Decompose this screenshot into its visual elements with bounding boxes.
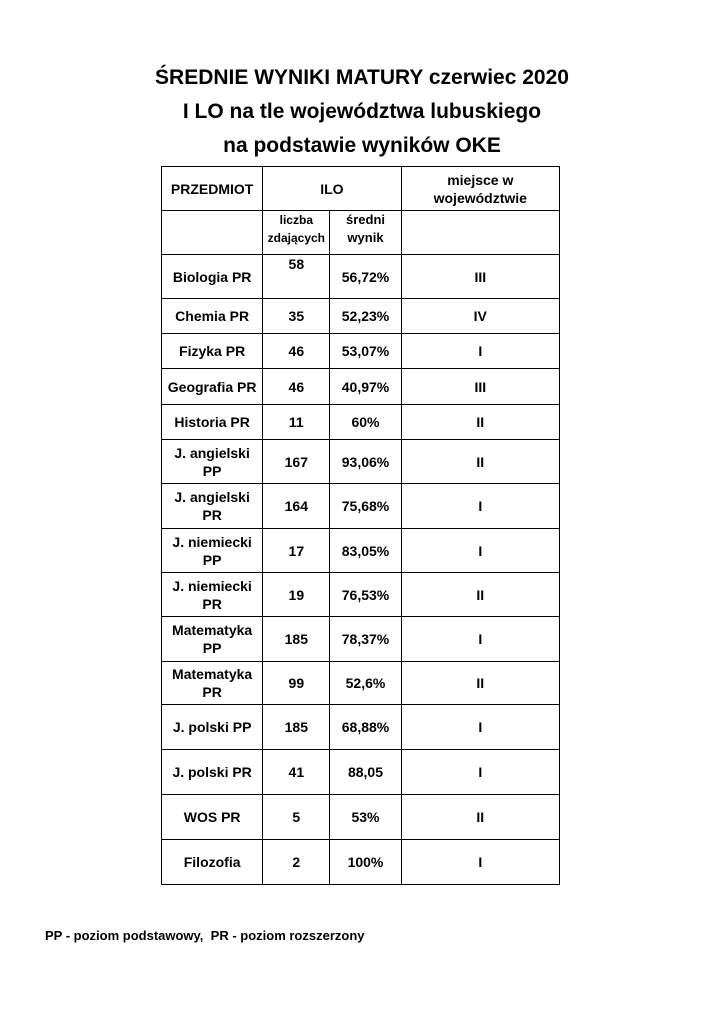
subject-line: Matematyka [172,622,253,638]
header-place-line2: województwie [433,189,527,206]
header-school: ILO [263,167,401,211]
subject-line: Matematyka [172,666,253,682]
subject-line: J. niemiecki [172,577,252,594]
subject-line: J. polski PP [172,719,252,735]
title-line-1: ŚREDNIE WYNIKI MATURY czerwiec 2020 [155,66,569,89]
cell-subject [162,840,263,885]
cell-count: 17 [263,529,330,573]
subject-line: Chemia PR [175,308,250,324]
cell-average: 53,07% [330,334,401,369]
header-place [401,167,559,211]
cell-subject [162,440,263,484]
cell-count: 46 [263,334,330,369]
cell-subject [162,405,263,440]
header-row [162,167,560,211]
header-count-line2: zdających [267,231,326,245]
cell-count: 41 [263,750,330,795]
cell-average: 68,88% [330,705,401,750]
subject-line: Biologia PR [172,268,252,285]
cell-count: 19 [263,573,330,617]
subject-line: J. polski PR [172,764,252,780]
cell-subject [162,484,263,529]
cell-count: 2 [263,840,330,885]
cell-place: III [401,369,559,405]
cell-count: 99 [263,662,330,705]
cell-average: 52,6% [330,662,401,705]
table-row [162,334,560,369]
cell-count: 35 [263,299,330,334]
subject-line: Fizyka PR [179,343,246,359]
subject-line: PP [202,640,222,656]
cell-average: 100% [330,840,401,885]
results-table [161,166,560,885]
cell-average: 88,05 [330,750,401,795]
cell-subject [162,255,263,299]
subject-line: J. niemiecki [172,533,252,550]
cell-place: II [401,405,559,440]
cell-count: 167 [263,440,330,484]
table-row [162,750,560,795]
subject-line: Filozofia [183,854,241,870]
cell-average: 56,72% [330,255,401,299]
cell-average: 93,06% [330,440,401,484]
cell-subject [162,529,263,573]
table-row [162,299,560,334]
cell-subject [162,573,263,617]
subject-line: Geografia PR [167,378,257,395]
header-avg-line1: średni [345,212,385,227]
cell-subject [162,705,263,750]
table-row [162,484,560,529]
cell-place: II [401,573,559,617]
subject-line: J. angielski [174,489,250,505]
cell-count: 58 [263,255,330,299]
cell-subject [162,795,263,840]
cell-subject [162,662,263,705]
cell-subject [162,617,263,662]
subject-line: PR [202,684,222,700]
cell-place: II [401,662,559,705]
cell-average: 52,23% [330,299,401,334]
cell-subject [162,334,263,369]
cell-average: 83,05% [330,529,401,573]
cell-count: 46 [263,369,330,405]
cell-subject [162,299,263,334]
header-avg [330,211,401,255]
cell-place: IV [401,299,559,334]
cell-average: 78,37% [330,617,401,662]
cell-place: I [401,840,559,885]
table-row [162,705,560,750]
title-line-2: I LO na tle województwa lubuskiego [182,100,542,123]
subject-line: PR [202,595,222,612]
subject-line: WOS PR [183,809,241,825]
header-count-line1: liczba [279,213,313,227]
table-row [162,840,560,885]
cell-average: 53% [330,795,401,840]
cell-place: I [401,484,559,529]
cell-average: 60% [330,405,401,440]
cell-place: I [401,617,559,662]
cell-count: 185 [263,705,330,750]
cell-subject [162,369,263,405]
subject-line: Historia PR [174,414,250,430]
cell-count: 11 [263,405,330,440]
cell-count: 164 [263,484,330,529]
cell-place: I [401,529,559,573]
cell-place: III [401,255,559,299]
table-row [162,795,560,840]
cell-place: I [401,750,559,795]
cell-place: I [401,705,559,750]
cell-average: 40,97% [330,369,401,405]
cell-place: II [401,440,559,484]
cell-count: 185 [263,617,330,662]
subject-line: PP [202,551,222,568]
table-row [162,440,560,484]
title-line-3: na podstawie wyników OKE [223,134,501,157]
table-row [162,255,560,299]
subheader-row [162,211,560,255]
table-row [162,369,560,405]
header-count [263,211,330,255]
table-row [162,573,560,617]
header-avg-line2: wynik [347,230,384,245]
cell-count: 5 [263,795,330,840]
cell-average: 76,53% [330,573,401,617]
footnote: PP - poziom podstawowy, PR - poziom rozszerzony [45,928,365,943]
subject-line: PP [202,462,222,479]
subheader-empty-place [401,211,559,255]
cell-place: I [401,334,559,369]
subject-line: PR [202,507,222,523]
cell-place: II [401,795,559,840]
header-subject: PRZEDMIOT [162,167,263,211]
subheader-empty-subject [162,211,263,255]
table-row [162,617,560,662]
header-place-line1: miejsce w [447,171,514,188]
table-row [162,405,560,440]
table-row [162,662,560,705]
cell-average: 75,68% [330,484,401,529]
table-row [162,529,560,573]
subject-line: J. angielski [174,444,250,461]
cell-subject [162,750,263,795]
